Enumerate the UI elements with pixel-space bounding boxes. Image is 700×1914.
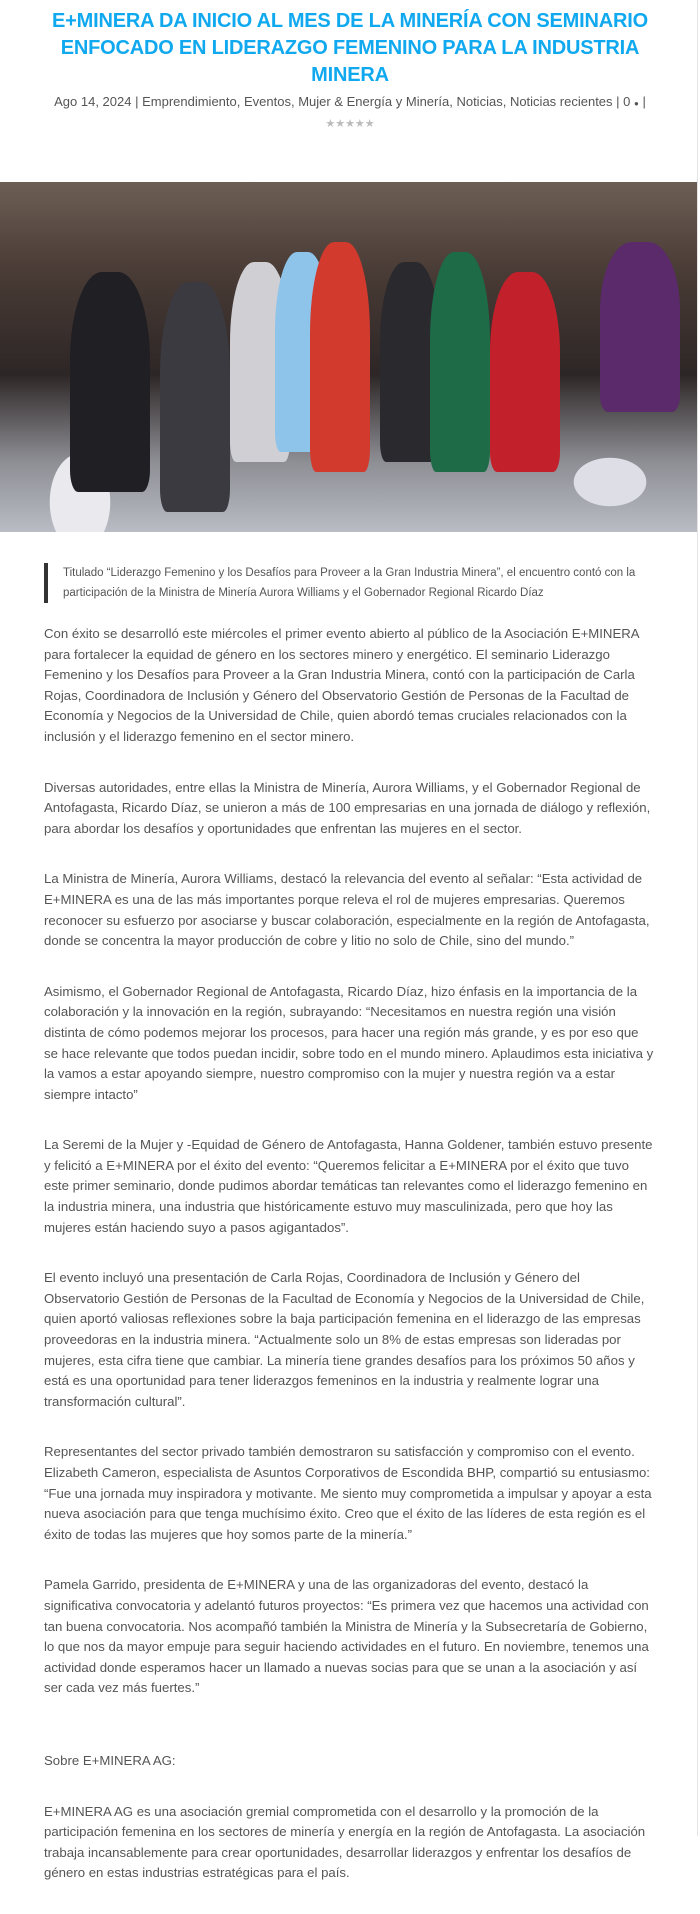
article-pull-quote: Titulado “Liderazgo Femenino y los Desafíos para Proveer a la Gran Industria Minera”, el encuentro contó con la participación de la Ministra de Minería Aurora Williams y el Gobernador Regional Ricardo Díaz [44, 563, 673, 603]
about-heading: Sobre E+MINERA AG: [44, 1752, 176, 1768]
paragraph: El evento incluyó una presentación de Carla Rojas, Coordinadora de Inclusión y Género del Observatorio Gestión de Personas de la Facultad de Economía y Negocios de la Universidad de Chile, quien aportó valiosas reflexiones sobre la baja participación femenina en el liderazgo de las empresas proveedoras en la industria minera. “Actualmente solo un 8% de estas empresas son lideradas por mujeres, esta cifra tiene que cambiar. La minería tiene grandes desafíos para los próximos 50 años y está es una oportunidad para tener liderazgos femeninos en la industria y realmente lograr una transformación cultural”. [44, 1270, 645, 1409]
paragraph: Representantes del sector privado también demostraron su satisfacción y compromiso con el evento. Elizabeth Cameron, especialista de Asuntos Corporativos de Escondida BHP, compartió su entusiasmo: “Fue una jornada muy inspiradora y motivante. Me siento muy comprometida a impulsar y apoyar a esta nueva asociación para que tenga muchísimo éxito. Creo que el éxito de las líderes de esta región es el éxito de todas las mujeres que hoy somos parte de la minería.” [44, 1444, 652, 1542]
about-paragraph: E+MINERA AG es una asociación gremial comprometida con el desarrollo y la promoción de la participación femenina en los sectores de minería y energía en la región de Antofagasta. La asociación trabaja incansablemente para crear oportunidades, desarrollar liderazgos y enfrentar los desafíos de género en estas industrias estratégicas para el país. [44, 1803, 646, 1881]
paragraph: Pamela Garrido, presidenta de E+MINERA y una de las organizadoras del evento, destacó la significativa convocatoria y adelantó futuros proyectos: “Es primera vez que hacemos una actividad con tan buena convocatoria. Nos acompañó también la Ministra de Minería y la Subsecretaría de Gobierno, lo que nos da mayor empuje para seguir haciendo actividades en el futuro. En noviembre, tenemos una actividad donde esperamos hacer un llamado a nuevas socias para que se unan a la asociación y así ser cada vez más fuertes.” [44, 1577, 649, 1696]
article-title: E+MINERA DA INICIO AL MES DE LA MINERÍA CON SEMINARIO ENFOCADO EN LIDERAZGO FEMENINO PARA LA INDUSTRIA MINERA [52, 10, 648, 86]
paragraph: La Seremi de la Mujer y -Equidad de Género de Antofagasta, Hanna Goldener, también estuvo presente y felicitó a E+MINERA por el éxito del evento: “Queremos felicitar a E+MINERA por el éxito que tuvo este primer seminario, donde pudimos abordar temáticas tan relevantes como el liderazgo femenino en la industria minera, una industria que históricamente estuvo muy masculinizada, pero que hoy las mujeres están haciendo suyo a pasos agigantados”. [44, 1137, 653, 1235]
category-link[interactable]: Noticias recientes [509, 94, 613, 109]
category-link[interactable]: Eventos [243, 94, 291, 109]
paragraph: Diversas autoridades, entre ellas la Ministra de Minería, Aurora Williams, y el Gobernador Regional de Antofagasta, Ricardo Díaz, se unieron a más de 100 empresarias en una jornada de diálogo y reflexión, para abordar los desafíos y oportunidades que enfrentan las mujeres en el sector. [44, 779, 651, 836]
paragraph: Asimismo, el Gobernador Regional de Antofagasta, Ricardo Díaz, hizo énfasis en la importancia de la colaboración y la innovación en la región, subrayando: “Necesitamos en nuestra región una visión distinta de cómo podemos mejorar los procesos, para hacer una región más grande, y es por eso que se hace relevante que todos puedan incidir, sobre todo en el mundo minero. Aplaudimos esta iniciativa y la vamos a estar apoyando siempre, nuestro compromiso con la mujer y nuestra región va a estar siempre intacto” [44, 983, 654, 1102]
page-edge [697, 0, 698, 1836]
post-meta: Ago 14, 2024 | Emprendimiento, Eventos, Mujer & Energía y Minería, Noticias, Noticias recientes | 0 ● | [54, 94, 646, 109]
featured-image-group-photo [0, 182, 697, 532]
post-date: Ago 14, 2024 [54, 94, 132, 109]
category-link[interactable]: Mujer & Energía y Minería [298, 94, 450, 109]
category-link[interactable]: Noticias [456, 94, 503, 109]
comment-bubble-icon: ● [634, 99, 639, 108]
comments-count: 0 [623, 94, 631, 109]
rating-stars[interactable]: ★★★★★ [325, 118, 375, 130]
category-link[interactable]: Emprendimiento [142, 94, 237, 109]
comments-link[interactable] [623, 94, 639, 109]
paragraph: La Ministra de Minería, Aurora Williams, destacó la relevancia del evento al señalar: “Esta actividad de E+MINERA es una de las más importantes porque releva el rol de mujeres empresarias. Queremos reconocer su esfuerzo por asociarse y buscar colaboración, especialmente en la región de Antofagasta, donde se concentra la mayor producción de cobre y litio no solo de Chile, sino del mundo.” [44, 871, 650, 949]
paragraph: Con éxito se desarrolló este miércoles el primer evento abierto al público de la Asociación E+MINERA para fortalecer la equidad de género en los sectores minero y energético. El seminario Liderazgo Femenino y los Desafíos para Proveer a la Gran Industria Minera, contó con la participación de Carla Rojas, Coordinadora de Inclusión y Género del Observatorio Gestión de Personas de la Facultad de Economía y Negocios de la Universidad de Chile, quien abordó temas cruciales relacionados con la inclusión y el liderazgo femenino en el sector minero. [44, 626, 639, 744]
article-body [44, 624, 656, 1914]
